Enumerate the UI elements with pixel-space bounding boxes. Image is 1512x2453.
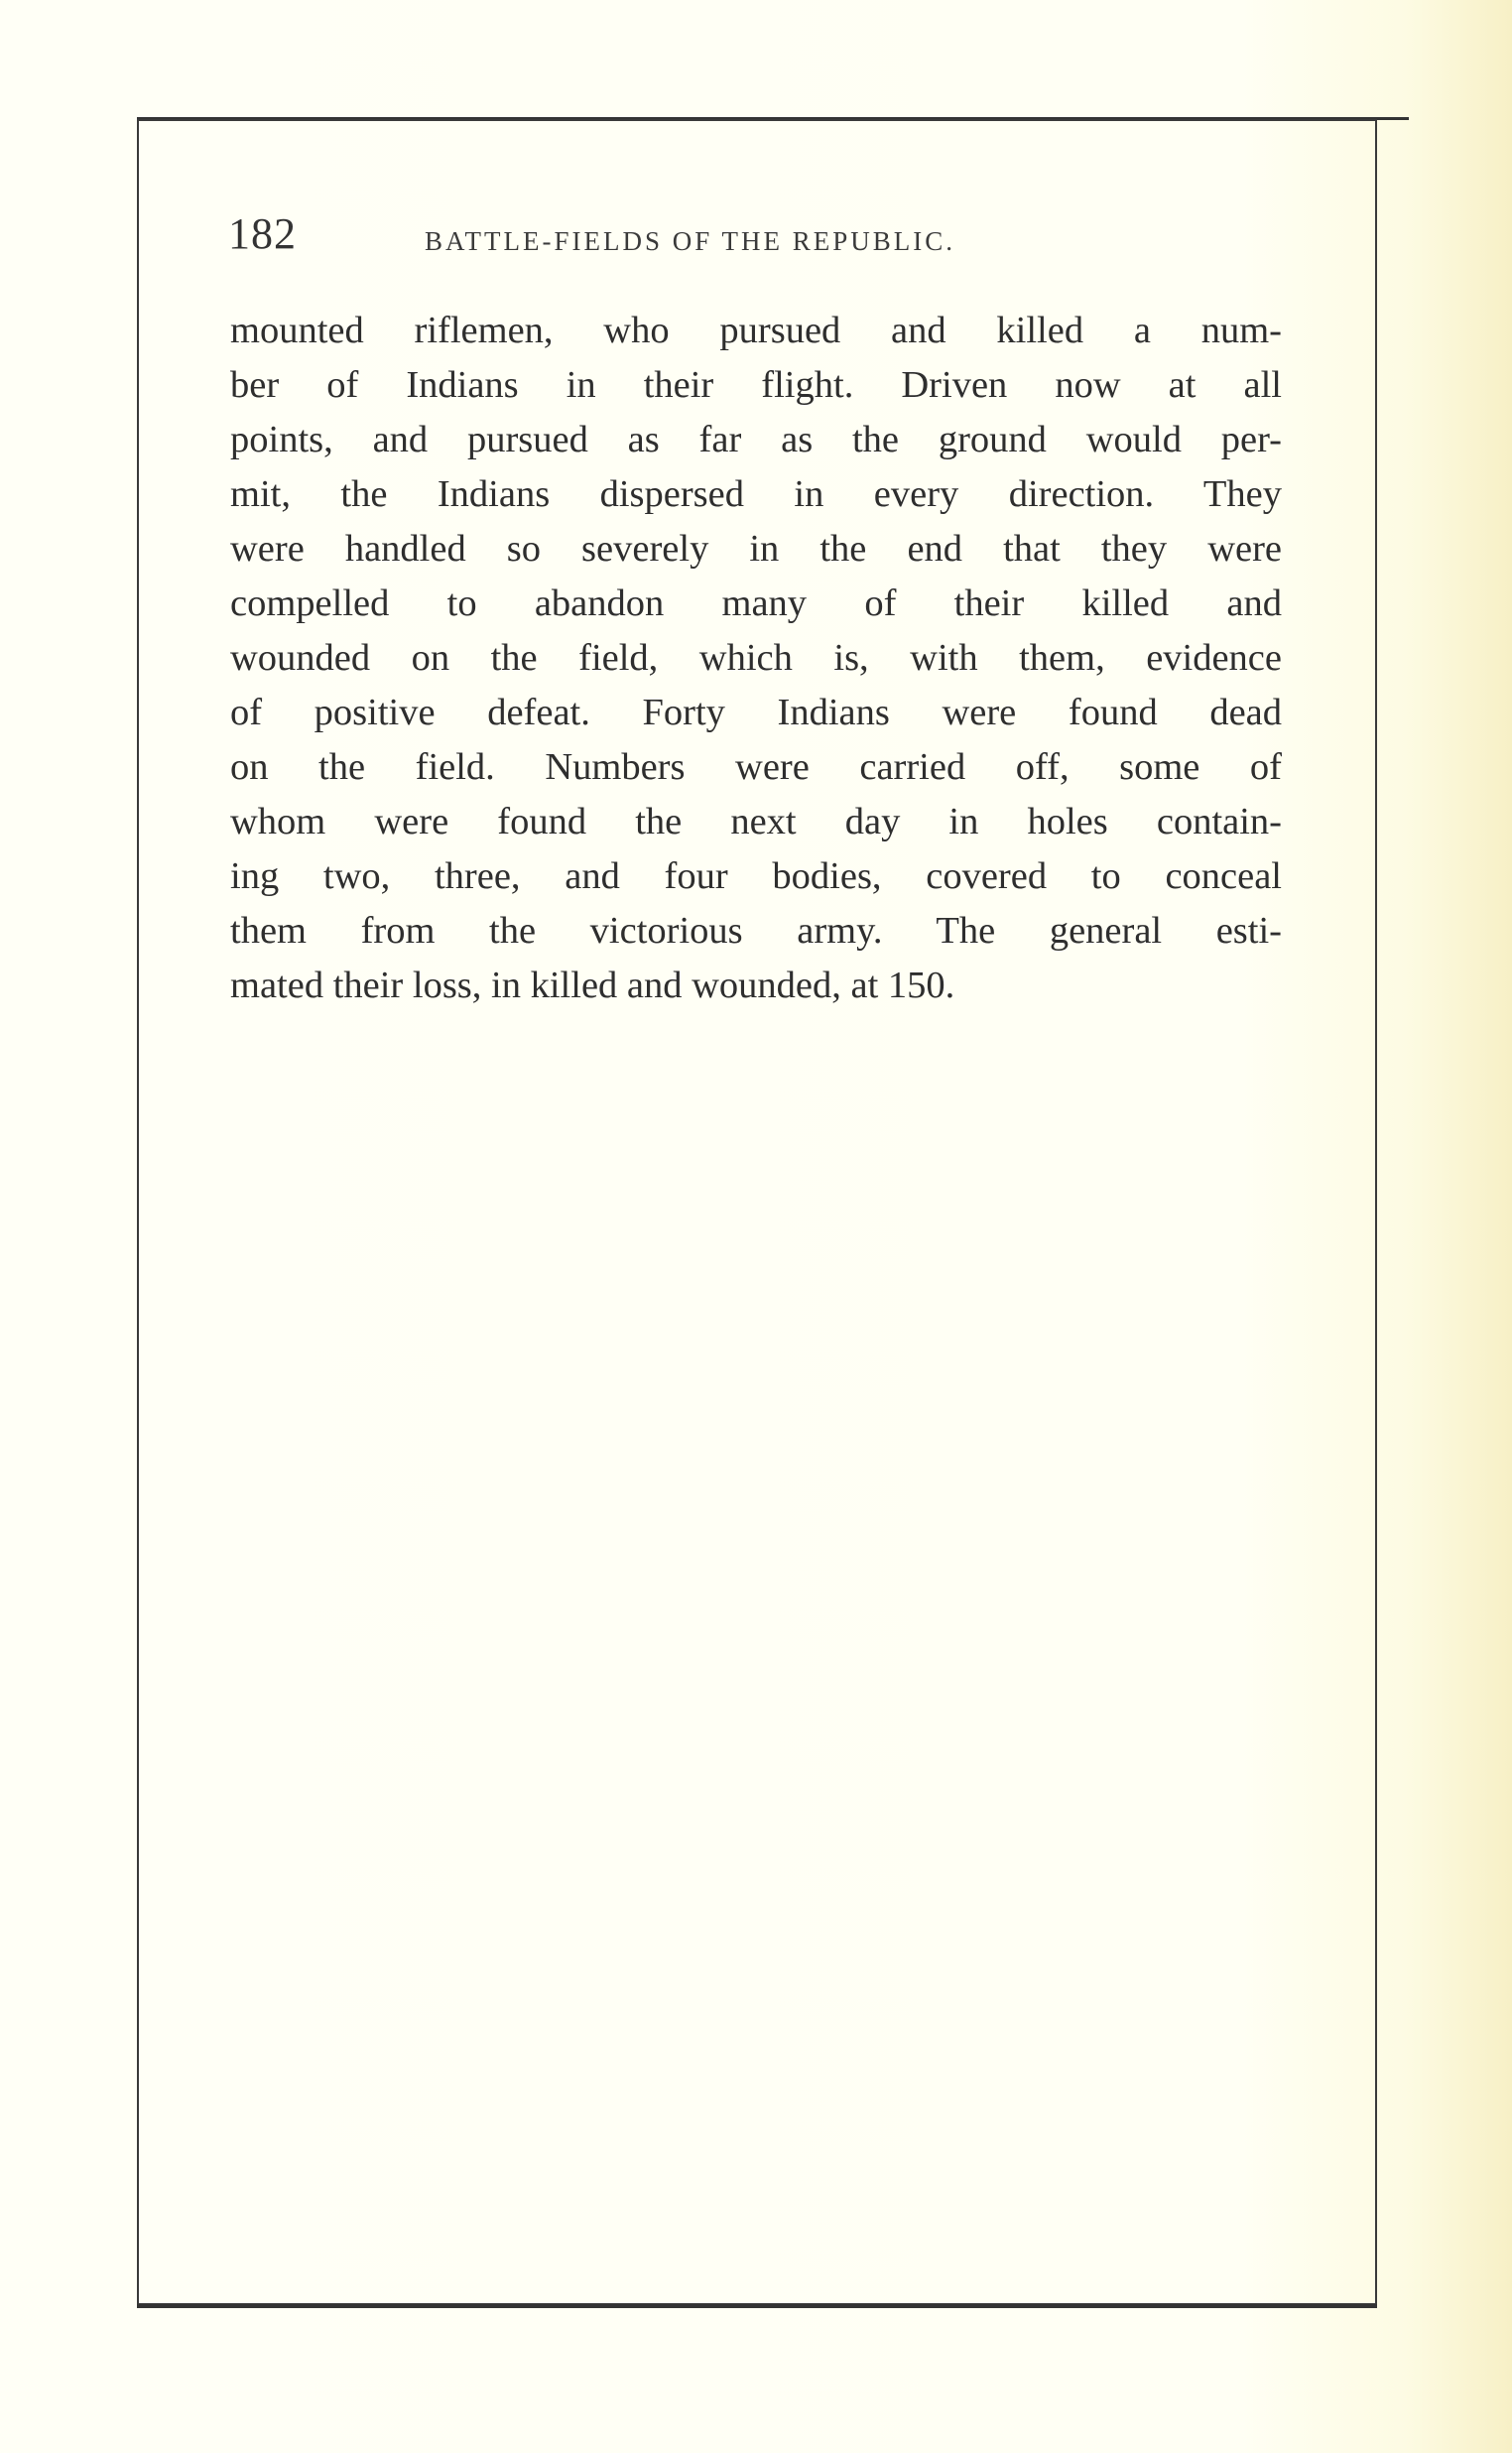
text-line: ing two, three, and four bodies, covered to conceal [230,855,1282,897]
text-line: were handled so severely in the end that they were [230,528,1282,570]
text-line: ber of Indians in their flight. Driven now at all [230,364,1282,406]
text-line: mit, the Indians dispersed in every direction. They [230,473,1282,515]
text-line: wounded on the field, which is, with them, evidence [230,637,1282,679]
body-paragraph [230,304,1282,1013]
page-number: 182 [228,209,297,258]
text-line-last: mated their loss, in killed and wounded, at 150. [230,965,955,1006]
text-line: mounted riflemen, who pursued and killed a num- [230,310,1282,351]
running-head [228,208,1349,268]
frame-bottom-rule [137,2304,1377,2308]
text-line: of positive defeat. Forty Indians were found dead [230,692,1282,733]
text-line: whom were found the next day in holes contain- [230,801,1282,842]
text-line: them from the victorious army. The general esti- [230,910,1282,952]
text-line: points, and pursued as far as the ground would per- [230,419,1282,460]
text-line: on the field. Numbers were carried off, some of [230,746,1282,788]
running-title: BATTLE-FIELDS OF THE REPUBLIC. [425,226,956,256]
text-line: compelled to abandon many of their killed and [230,582,1282,624]
